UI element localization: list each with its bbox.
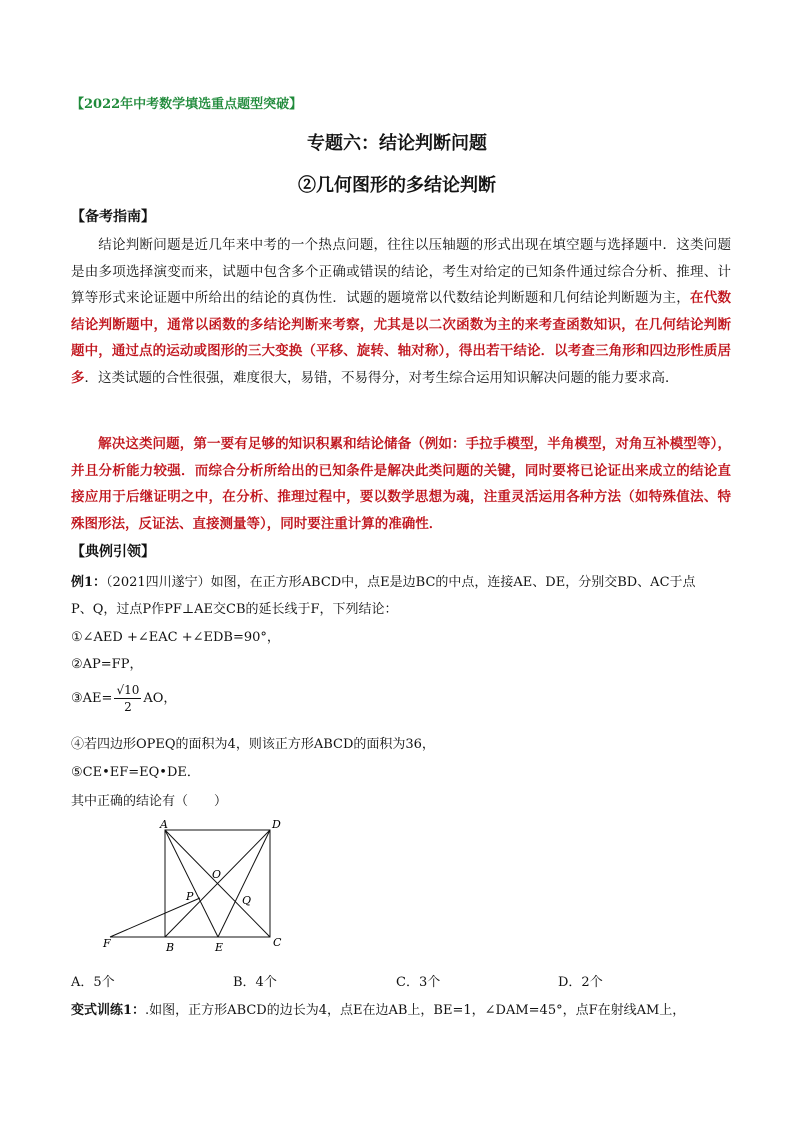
variant-text: .如图，正方形ABCD的边长为4，点E在边AB上，BE=1，∠DAM=45°，点F在射线AM上，: [145, 1003, 686, 1018]
label-A: A: [160, 818, 168, 831]
fraction: [114, 682, 141, 715]
conclusion-3-post: AO，: [143, 691, 177, 706]
label-O: O: [212, 868, 222, 881]
guide-paragraph-2: [71, 431, 731, 537]
guide-p2-emphasis: 解决这类问题，第一要有足够的知识积累和结论储备（例如：手拉手模型，半角模型，对角互补模型等），并且分析能力较强．而综合分析所给出的已知条件是解决此类问题的关键，同时要将已论证出来成立的结论直接应用于后继证明之中，在分析、推理过程中，要以数学思想为魂，注重灵活运用各种方法（如特殊值法、特殊图形法，反证法、直接测量等），同时要注重计算的准确性．: [71, 436, 731, 532]
example-heading: 【典例引领】: [71, 544, 155, 560]
page-subtitle: ②几何图形的多结论判断: [298, 175, 496, 196]
option-c[interactable]: C．3个: [396, 975, 441, 990]
label-F: F: [103, 937, 111, 950]
guide-p1-plain: 结论判断问题是近几年来中考的一个热点问题，往往以压轴题的形式出现在填空题与选择题中．这类问题是由多项选择演变而来，试题中包含多个正确或错误的结论，考生对给定的已知条件通过综合分析、推理、计算等形式来论证题中所给出的结论的真伪性．试题的题境常以代数结论判断题和几何结论判断题为主，: [71, 237, 731, 307]
geometry-figure: [95, 812, 295, 957]
guide-p1-emphasis: 在代数结论判断题中，通常以函数的多结论判断来考察，尤其是以二次函数为主的来考查函数知识，在几何结论判断题中，通过点的运动或图形的三大变换（平移、旋转、轴对称），得出若干结论．以考查三角形和四边形性质居多: [71, 290, 732, 386]
variant-label: 变式训练1：: [71, 1003, 146, 1018]
header-tag: 【2022年中考数学填选重点题型突破】: [71, 97, 303, 112]
example-line-1: [71, 571, 696, 590]
conclusion-4: ④若四边形OPEQ的面积为4，则该正方形ABCD的面积为36，: [71, 737, 435, 752]
label-E: E: [215, 941, 224, 954]
fraction-denominator: 2: [124, 700, 132, 714]
example-line-2: P、Q，过点P作PF⊥AE交CB的延长线于F，下列结论：: [71, 602, 398, 617]
question-text: 其中正确的结论有（ ）: [71, 794, 228, 809]
label-Q: Q: [242, 894, 252, 907]
guide-p1-tail: ．这类试题的合性很强，难度很大，易错，不易得分，对考生综合运用知识解决问题的能力要求高．: [84, 369, 679, 386]
guide-paragraph-1: [71, 232, 731, 392]
option-d[interactable]: D．2个: [558, 975, 603, 990]
conclusion-5: ⑤CE•EF=EQ•DE．: [71, 765, 200, 780]
fraction-numerator: √10: [116, 683, 140, 697]
conclusion-3-pre: ③AE=: [71, 691, 113, 706]
label-D: D: [272, 818, 281, 831]
variant-line: [71, 999, 685, 1018]
option-b[interactable]: B．4个: [233, 975, 277, 990]
label-B: B: [166, 941, 175, 954]
label-C: C: [273, 936, 282, 949]
guide-heading: 【备考指南】: [71, 209, 155, 225]
conclusion-3: [71, 682, 176, 715]
option-a[interactable]: A．5个: [71, 975, 115, 990]
conclusion-1: ①∠AED +∠EAC +∠EDB=90°，: [71, 630, 280, 645]
example-line1-text: （2021四川遂宁）如图，在正方形ABCD中，点E是边BC的中点，连接AE、DE，分别交BD、AC于点: [106, 575, 696, 590]
label-P: P: [186, 890, 194, 903]
example-label: 例1：: [71, 575, 107, 590]
page-title: 专题六：结论判断问题: [307, 133, 487, 154]
conclusion-2: ②AP=FP，: [71, 657, 143, 672]
